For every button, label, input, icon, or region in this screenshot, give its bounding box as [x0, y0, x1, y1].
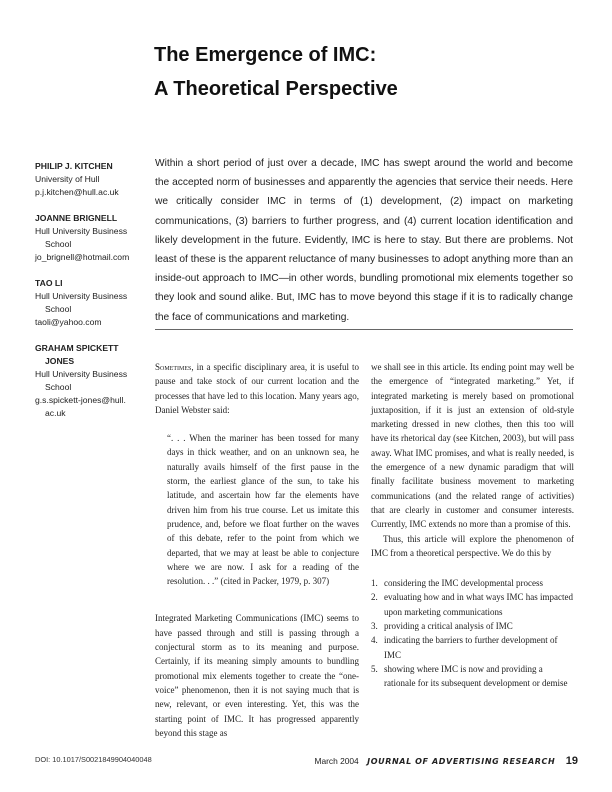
footer-doi[interactable]: DOI: 10.1017/S0021849904040048: [35, 755, 152, 764]
author-name: PHILIP J. KITCHEN: [35, 161, 113, 171]
article-title-line-1: The Emergence of IMC:: [154, 44, 377, 66]
author-block: [35, 212, 147, 264]
author-email-continued[interactable]: ac.uk: [45, 408, 66, 418]
list-item-number: 3.: [371, 621, 378, 632]
author-name: JOANNE BRIGNELL: [35, 213, 118, 223]
body-column-left: [155, 360, 359, 740]
author-name-continued: JONES: [45, 356, 75, 366]
list-item-number: 5.: [371, 663, 378, 674]
author-affiliation: Hull University Business: [35, 291, 128, 301]
list-item-text: considering the IMC developmental process: [384, 578, 543, 589]
author-block: [35, 342, 147, 420]
list-item-number: 2.: [371, 592, 378, 603]
author-email[interactable]: taoli@yahoo.com: [35, 317, 102, 327]
abstract-divider: [155, 329, 573, 330]
body-paragraph: Thus, this article will explore the phenomenon of IMC from a theoretical perspective. We do this by: [371, 533, 574, 558]
abstract: Within a short period of just over a decade, IMC has swept around the world and become the accepted norm of businesses and apparently the agencies that service their needs. Here we critically consider IMC in terms of (1) development, (2) impact on marketing communications, (3) barriers to further progress, and (4) current location identification and likely development in the future. Evidently, IMC is here to stay. But there are problems. Not least of these is the apparent reluctance of many businesses to adopt anything more than an inside-out approach to IMC—in other words, bundling promotional mix elements together so they look and sound alike. But, IMC has to move beyond this stage if it is to radically change the face of communications and marketing.: [155, 158, 573, 323]
author-affiliation-continued: School: [45, 382, 72, 392]
list-item-text: evaluating how and in what ways IMC has impacted upon marketing communications: [384, 592, 573, 617]
opening-word: Sometimes,: [155, 362, 194, 372]
author-affiliation: Hull University Business: [35, 369, 128, 379]
list-item-text: providing a critical analysis of IMC: [384, 621, 513, 632]
list-item-text: showing where IMC is now and providing a rationale for its subsequent development or demise: [384, 663, 568, 689]
author-email[interactable]: g.s.spickett-jones@hull.: [35, 395, 126, 405]
author-block: [35, 277, 147, 329]
author-affiliation: Hull University Business: [35, 226, 128, 236]
list-item: [371, 576, 574, 590]
author-name: TAO LI: [35, 278, 63, 288]
opening-paragraph: [155, 360, 359, 417]
footer-running-head: [314, 751, 578, 769]
author-email[interactable]: p.j.kitchen@hull.ac.uk: [35, 187, 119, 197]
author-block: [35, 160, 147, 199]
opening-text: in a specific disciplinary area, it is useful to pause and take stock of our current location and the processes that have led to this location. Many years ago, Daniel Webster said:: [155, 362, 359, 415]
list-item: [371, 619, 574, 633]
list-item-number: 4.: [371, 635, 378, 646]
page-number: 19: [565, 755, 578, 767]
author-affiliation-continued: School: [45, 239, 72, 249]
list-item: [371, 633, 574, 662]
list-item-number: 1.: [371, 578, 378, 589]
list-item: [371, 590, 574, 619]
author-list: [35, 160, 147, 433]
author-affiliation: University of Hull: [35, 174, 100, 184]
author-affiliation-continued: School: [45, 304, 72, 314]
footer-date: March 2004: [314, 756, 359, 766]
body-column-right: [371, 360, 574, 691]
numbered-list: [371, 576, 574, 690]
author-email[interactable]: jo_brignell@hotmail.com: [35, 252, 130, 262]
article-title: [154, 38, 574, 106]
list-item-text: indicating the barriers to further development of IMC: [384, 635, 558, 660]
footer-journal-name: JOURNAL OF ADVERTISING RESEARCH: [367, 757, 556, 766]
article-title-line-2: A Theoretical Perspective: [154, 78, 398, 100]
author-name: GRAHAM SPICKETT: [35, 343, 119, 353]
body-paragraph: Integrated Marketing Communications (IMC) seems to have passed through and still is passing through a conjectural storm as to its meaning and purpose. Certainly, if its meaning simply amounts to bundling promotional mix elements together to create the “one-voice” phenomenon, then it is not saying much that is new, relevant, or even interesting. Yet, this was the starting point of IMC. It has progressed apparently beyond this stage as: [155, 613, 359, 738]
block-quote: “. . . When the mariner has been tossed for many days in thick weather, and on an unknown sea, he naturally avails himself of the first pause in the storm, the earliest glance of the sun, to take his latitude, and ascertain how far the elements have driven him from his true course. Let us imitate this prudence, and, before we float further on the waves of this debate, refer to the point from which we departed, that we may at least be able to conjecture where we are now. I ask for a reading of the resolution. . .” (cited in Packer, 1979, p. 307): [167, 433, 359, 587]
body-paragraph: we shall see in this article. Its ending point may well be the emergence of “integrated marketing.” Yet, if integrated marketing is merely based on promotional juxtaposition, if it is just an extension of old-style marketing dressed in new clothes, then this too will have its rhetorical day (see Kitchen, 2003), but will pass away. What IMC promises, and what is really needed, is the emergence of a new dynamic paradigm that will finally facilitate business movement to marketing communications (and the related range of activities) that are clearly in customer and consumer interests. Currently, IMC extends no more than a promise of this.: [371, 362, 574, 530]
list-item: [371, 662, 574, 691]
